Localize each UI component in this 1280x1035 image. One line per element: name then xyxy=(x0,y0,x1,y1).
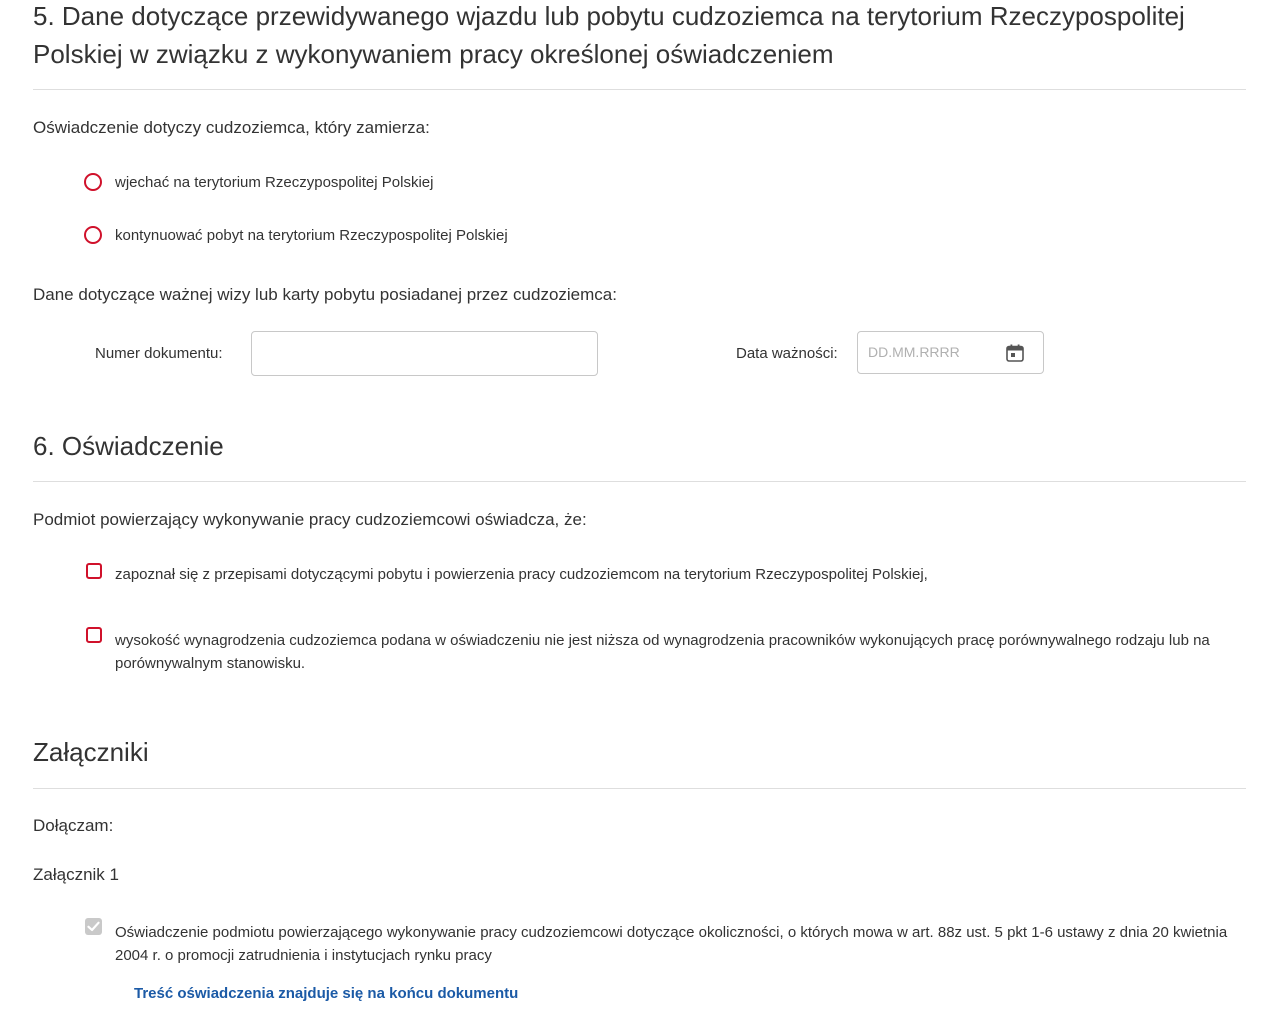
checkbox-salary-label[interactable]: wysokość wynagrodzenia cudzoziemca podana w oświadczeniu nie jest niższa od wynagrodzenia pracowników wykonujących pracę porównywalnego rodzaju lub na porównywalnym stanowisku. xyxy=(115,632,1210,672)
check-icon xyxy=(87,920,100,933)
radio-continue-stay[interactable] xyxy=(84,226,102,244)
attachments-title: Załączniki xyxy=(33,737,149,767)
expiry-date-label: Data ważności: xyxy=(736,345,838,362)
section-5-title: 5. Dane dotyczące przewidywanego wjazdu lub pobytu cudzoziemca na terytorium Rzeczypospolitej Polskiej w związku z wykonywaniem pracy określonej oświadczeniem xyxy=(33,1,1185,69)
section-6-title: 6. Oświadczenie xyxy=(33,431,224,461)
attachments-divider xyxy=(33,788,1246,789)
checkbox-regulations-label[interactable]: zapoznał się z przepisami dotyczącymi pobytu i powierzenia pracy cudzoziemcom na terytorium Rzeczypospolitej Polskiej, xyxy=(115,566,928,583)
visa-heading: Dane dotyczące ważnej wizy lub karty pobytu posiadanej przez cudzoziemca: xyxy=(33,285,617,304)
document-number-input[interactable] xyxy=(251,331,598,376)
radio-enter-territory[interactable] xyxy=(84,173,102,191)
attachment-1-checkbox xyxy=(85,918,102,935)
checkbox-salary-declaration[interactable] xyxy=(86,627,102,643)
declaration-intro: Podmiot powierzający wykonywanie pracy cudzoziemcowi oświadcza, że: xyxy=(33,510,587,529)
attachment-1-heading: Załącznik 1 xyxy=(33,865,119,884)
intent-question: Oświadczenie dotyczy cudzoziemca, który zamierza: xyxy=(33,118,430,137)
section-5-divider xyxy=(33,89,1246,90)
section-6-divider xyxy=(33,481,1246,482)
attachments-intro: Dołączam: xyxy=(33,816,114,835)
declaration-content-link[interactable]: Treść oświadczenia znajduje się na końcu dokumentu xyxy=(134,985,519,1002)
expiry-date-field[interactable] xyxy=(857,331,1044,374)
document-number-label: Numer dokumentu: xyxy=(95,345,223,362)
calendar-icon[interactable] xyxy=(1006,344,1024,362)
radio-enter-territory-label[interactable]: wjechać na terytorium Rzeczypospolitej Polskiej xyxy=(115,174,434,191)
radio-continue-stay-label[interactable]: kontynuować pobyt na terytorium Rzeczypospolitej Polskiej xyxy=(115,227,508,244)
attachment-1-label: Oświadczenie podmiotu powierzającego wykonywanie pracy cudzoziemcowi dotyczące okoliczności, o których mowa w art. 88z ust. 5 pkt 1-6 ustawy z dnia 20 kwietnia 2004 r. o promocji zatrudnienia i instytucjach rynku pracy xyxy=(115,924,1228,964)
checkbox-regulations-acknowledged[interactable] xyxy=(86,563,102,579)
expiry-date-input[interactable] xyxy=(858,332,1008,372)
